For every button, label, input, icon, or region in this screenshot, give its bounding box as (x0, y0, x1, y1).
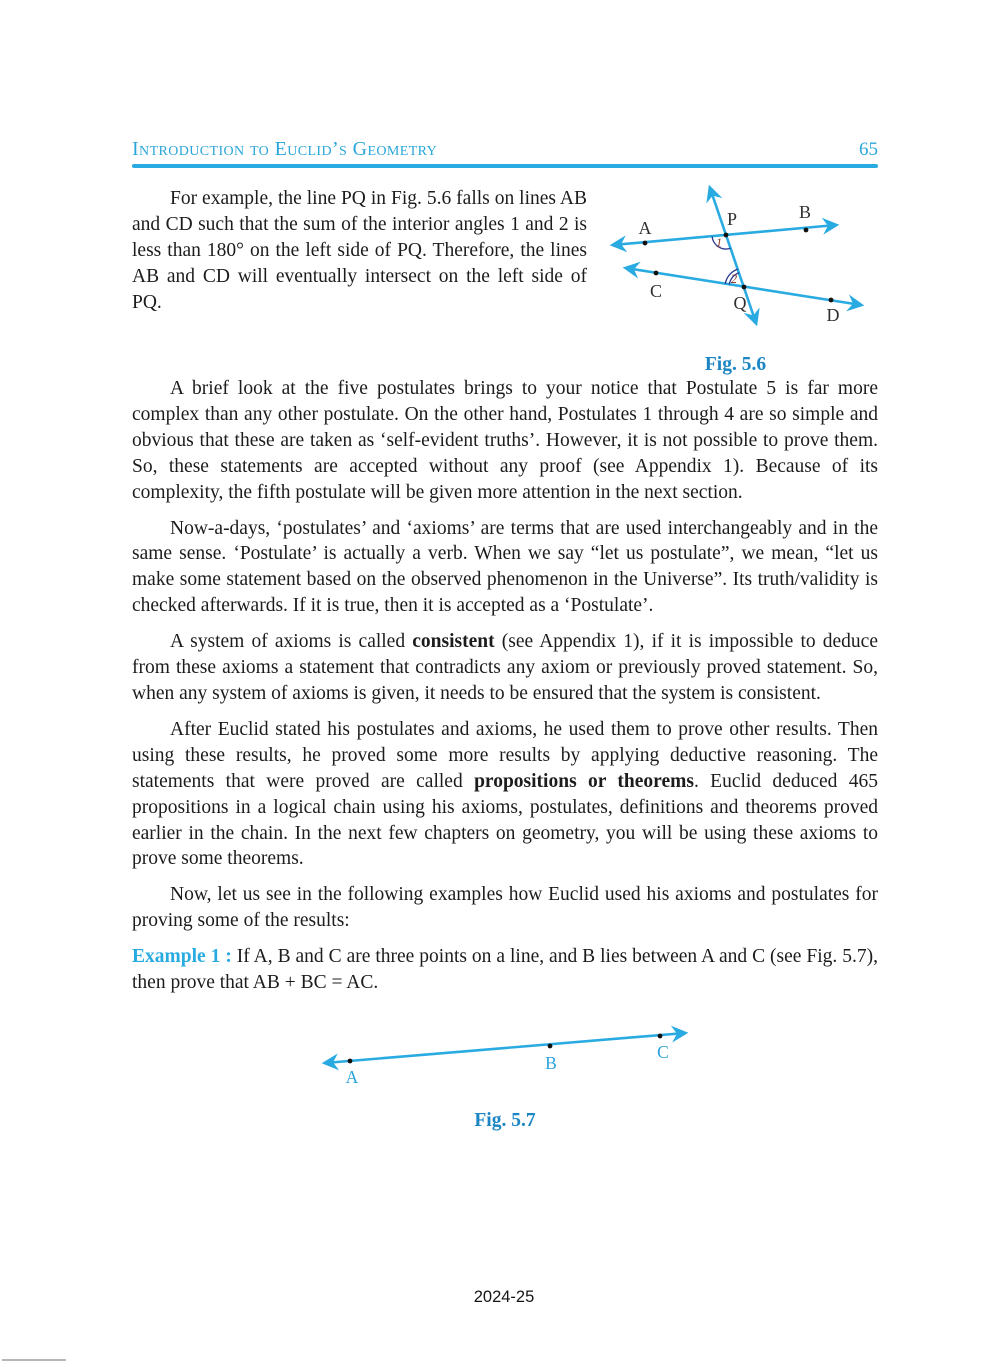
fig56-point-a (643, 241, 648, 246)
paragraph-propositions (132, 717, 878, 872)
page-header (132, 138, 878, 161)
page-body (132, 186, 878, 1132)
paragraph-consistent (132, 629, 878, 707)
paragraph-examples-intro: Now, let us see in the following examples how Euclid used his axioms and postulates for proving some of the results: (132, 884, 878, 932)
scan-artifact (2, 1359, 66, 1361)
fig56-label-p: P (726, 209, 738, 229)
fig57-point-a (348, 1059, 353, 1064)
fig57-point-b (548, 1044, 553, 1049)
paragraph-consistent-pre: A system of axioms is called (170, 631, 413, 653)
header-rule (132, 164, 878, 168)
fig56-label-d: D (826, 305, 840, 325)
paragraph-propositions-pre: After Euclid stated his postulates and axioms, he used them to prove other results. Then using these results, he proved some more results by applying deductive reasoning. The statements that were proved are called (132, 718, 878, 792)
paragraph-nowadays: Now-a-days, ‘postulates’ and ‘axioms’ are terms that are used interchangeably and in the same sense. ‘Postulate’ is actually a verb. When we say “let us postulate”, we mean, “let us make some statement based on the observed phenomenon in the Universe”. Its truth/validity is checked afterwards. If it is true, then it is accepted as a ‘Postulate’. (132, 517, 878, 617)
fig56-label-a: A (638, 218, 652, 238)
fig56-point-d (829, 298, 834, 303)
fig56-angle1-label: 1 (715, 236, 723, 250)
example-1-label: Example 1 : (132, 946, 232, 968)
fig57-label-c: C (657, 1041, 669, 1062)
fig56-point-p (724, 233, 729, 238)
fig56-point-q (742, 285, 747, 290)
figure-5-6-drawing (593, 176, 878, 344)
term-consistent: consistent (412, 631, 495, 653)
figure-5-6-caption: Fig. 5.6 (704, 354, 767, 375)
figure-5-7-caption: Fig. 5.7 (474, 1109, 536, 1131)
fig56-angle2-label: 2 (730, 272, 738, 286)
example-1 (132, 944, 878, 996)
page-content (132, 0, 878, 1132)
session-footer: 2024-25 (473, 1288, 535, 1306)
fig56-point-c (654, 271, 659, 276)
chapter-title: Introduction to Euclid’s Geometry (132, 138, 438, 160)
example-1-text: If A, B and C are three points on a line, and B lies between A and C (see Fig. 5.7), then prove that AB + BC = AC. (132, 946, 878, 994)
page-number: 65 (859, 139, 878, 160)
fig56-label-q: Q (733, 293, 747, 313)
paragraph-propositions-post: . Euclid deduced 465 propositions in a logical chain using his axioms, postulates, definitions and theorems proved earlier in the chain. In the next few chapters on geometry, you will be using these axioms to prove some theorems. (132, 770, 878, 870)
fig56-point-b (804, 228, 809, 233)
fig57-point-c (658, 1034, 663, 1039)
figure-5-7-drawing (305, 1018, 705, 1093)
fig56-label-c: C (649, 281, 663, 301)
paragraph-example-pq: For example, the line PQ in Fig. 5.6 falls on lines AB and CD such that the sum of the interior angles 1 and 2 is less than 180° on the left side of PQ. Therefore, the lines AB and CD will eventually intersect on the left side of PQ. (132, 188, 587, 313)
fig57-line-ac (325, 1033, 685, 1063)
fig57-label-b: B (545, 1052, 557, 1073)
term-propositions-or-theorems: propositions or theorems (474, 770, 694, 792)
figure-5-7 (305, 1018, 705, 1132)
fig57-label-a: A (345, 1066, 359, 1087)
figure-5-6 (593, 176, 878, 376)
paragraph-postulate5: A brief look at the five postulates brings to your notice that Postulate 5 is far more complex than any other postulate. On the other hand, Postulates 1 through 4 are so simple and obvious that these are taken as ‘self-evident truths’. However, it is not possible to prove them. So, these statements are accepted without any proof (see Appendix 1). Because of its complexity, the fifth postulate will be given more attention in the next section. (132, 378, 878, 503)
paragraph-consistent-post: (see Appendix 1), if it is impossible to deduce from these axioms a statement that contradicts any axiom or previously proved statement. So, when any system of axioms is given, it needs to be ensured that the system is consistent. (132, 631, 878, 704)
fig56-label-b: B (798, 202, 812, 222)
